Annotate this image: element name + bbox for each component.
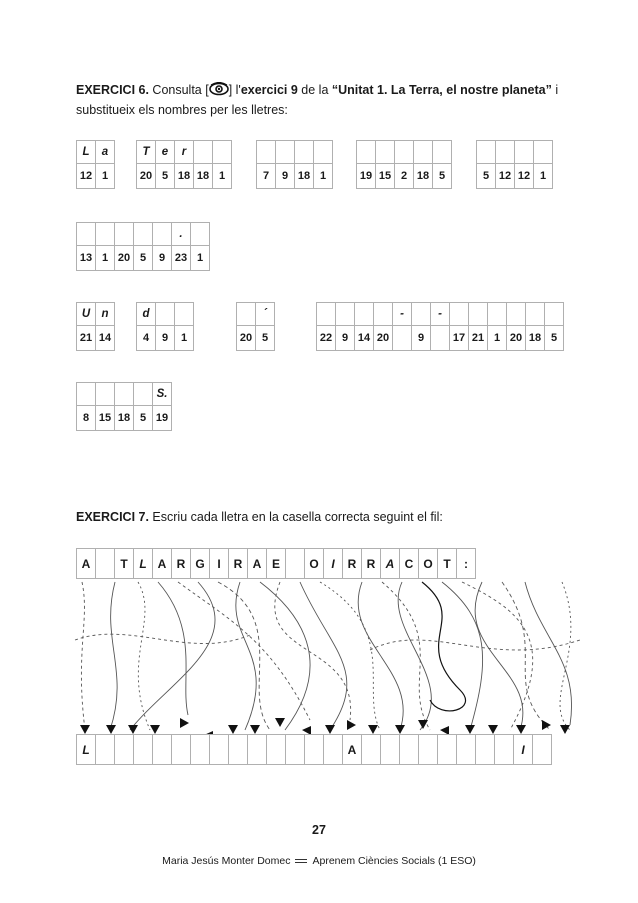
number-cell: 5 xyxy=(433,164,452,189)
number-cell: 1 xyxy=(314,164,333,189)
letter-cell[interactable] xyxy=(526,303,545,326)
number-cell xyxy=(431,326,450,351)
exercise-reference: exercici 9 xyxy=(240,83,298,97)
number-cell: 1 xyxy=(96,164,115,189)
number-cell: 21 xyxy=(77,326,96,351)
word-group xyxy=(256,140,333,189)
exercise-7-label: EXERCICI 7. xyxy=(76,510,149,524)
number-cell: 8 xyxy=(77,406,96,431)
number-cell: 1 xyxy=(175,326,194,351)
letter-cell[interactable]: T xyxy=(137,141,156,164)
letter-cell[interactable] xyxy=(77,383,96,406)
letter-cell[interactable] xyxy=(412,303,431,326)
scrambled-letter-cell xyxy=(96,549,115,579)
letter-cell[interactable] xyxy=(257,141,276,164)
letter-cell[interactable]: . xyxy=(172,223,191,246)
number-cell: 4 xyxy=(137,326,156,351)
letter-cell[interactable] xyxy=(477,141,496,164)
letter-cell[interactable] xyxy=(153,223,172,246)
letter-cell[interactable] xyxy=(395,141,414,164)
letter-cell[interactable]: d xyxy=(137,303,156,326)
number-cell: 14 xyxy=(355,326,374,351)
letter-cell[interactable]: a xyxy=(96,141,115,164)
scrambled-letter-cell: R xyxy=(172,549,191,579)
answer-cell[interactable] xyxy=(96,735,115,765)
instruction-text: de la xyxy=(297,83,332,97)
scrambled-letter-cell xyxy=(286,549,305,579)
number-cell: 9 xyxy=(276,164,295,189)
answer-cell[interactable] xyxy=(305,735,324,765)
number-cell: 9 xyxy=(153,246,172,271)
number-cell: 13 xyxy=(77,246,96,271)
scrambled-letter-cell: I xyxy=(210,549,229,579)
number-cell: 18 xyxy=(295,164,314,189)
letter-cell[interactable] xyxy=(376,141,395,164)
scrambled-letter-cell: C xyxy=(400,549,419,579)
letter-cell[interactable] xyxy=(433,141,452,164)
scrambled-letter-cell: O xyxy=(305,549,324,579)
number-cell: 1 xyxy=(191,246,210,271)
answer-cell[interactable] xyxy=(115,735,134,765)
scrambled-letter-cell: O xyxy=(419,549,438,579)
number-cell: 5 xyxy=(477,164,496,189)
number-cell: 20 xyxy=(237,326,256,351)
footer-author: Maria Jesús Monter Domec xyxy=(162,855,291,867)
number-cell: 15 xyxy=(96,406,115,431)
number-cell: 19 xyxy=(153,406,172,431)
letter-cell[interactable] xyxy=(134,223,153,246)
scrambled-letter-cell: : xyxy=(457,549,476,579)
letter-cell[interactable] xyxy=(336,303,355,326)
scrambled-letter-cell: E xyxy=(267,549,286,579)
instruction-text: substitueix els nombres per les lletres: xyxy=(76,103,288,117)
word-group xyxy=(236,302,275,351)
answer-cell[interactable] xyxy=(134,735,153,765)
scrambled-letter-cell: T xyxy=(438,549,457,579)
word-group xyxy=(76,382,172,431)
answer-cell[interactable] xyxy=(400,735,419,765)
number-cell: 18 xyxy=(115,406,134,431)
word-group xyxy=(136,140,232,189)
number-cell: 1 xyxy=(534,164,553,189)
letter-cell[interactable]: U xyxy=(77,303,96,326)
letter-cell[interactable] xyxy=(414,141,433,164)
number-cell: 1 xyxy=(213,164,232,189)
answer-cell[interactable] xyxy=(362,735,381,765)
scrambled-letter-cell: R xyxy=(229,549,248,579)
number-cell: 20 xyxy=(374,326,393,351)
instruction-text: Consulta [ xyxy=(148,83,209,97)
letter-cell[interactable] xyxy=(77,223,96,246)
answer-cell[interactable]: L xyxy=(77,735,96,765)
answer-cell[interactable] xyxy=(172,735,191,765)
number-cell: 18 xyxy=(175,164,194,189)
word-group xyxy=(476,140,553,189)
number-cell: 9 xyxy=(412,326,431,351)
word-group xyxy=(76,302,115,351)
answer-cell[interactable] xyxy=(210,735,229,765)
word-group xyxy=(316,302,564,351)
unit-reference: “Unitat 1. La Terra, el nostre planeta” xyxy=(331,83,552,97)
page-number: 27 xyxy=(312,823,326,837)
letter-cell[interactable]: S. xyxy=(153,383,172,406)
number-cell: 9 xyxy=(336,326,355,351)
number-cell: 5 xyxy=(256,326,275,351)
exercise-6-label: EXERCICI 6. xyxy=(76,83,149,97)
number-cell: 17 xyxy=(450,326,469,351)
answer-cell[interactable] xyxy=(229,735,248,765)
number-cell: 5 xyxy=(545,326,564,351)
number-cell: 5 xyxy=(156,164,175,189)
letter-cell[interactable]: - xyxy=(431,303,450,326)
number-cell: 18 xyxy=(526,326,545,351)
letter-cell[interactable] xyxy=(115,383,134,406)
letter-cell[interactable] xyxy=(134,383,153,406)
number-cell: 21 xyxy=(469,326,488,351)
answer-cell[interactable] xyxy=(476,735,495,765)
scrambled-letter-cell: A xyxy=(77,549,96,579)
footer xyxy=(0,855,638,867)
letter-cell[interactable] xyxy=(314,141,333,164)
thread-maze xyxy=(70,580,590,735)
scrambled-letters-row xyxy=(76,548,476,579)
answer-cell[interactable] xyxy=(248,735,267,765)
letter-cell[interactable]: - xyxy=(393,303,412,326)
letter-cell[interactable] xyxy=(115,223,134,246)
number-cell: 19 xyxy=(357,164,376,189)
letter-cell[interactable] xyxy=(488,303,507,326)
answer-cell[interactable] xyxy=(533,735,552,765)
letter-cell[interactable] xyxy=(515,141,534,164)
word-group xyxy=(76,140,115,189)
answer-cell[interactable] xyxy=(324,735,343,765)
number-cell: 20 xyxy=(507,326,526,351)
answer-cell[interactable]: I xyxy=(514,735,533,765)
letter-cell[interactable] xyxy=(357,141,376,164)
number-cell: 5 xyxy=(134,246,153,271)
number-cell: 12 xyxy=(496,164,515,189)
word-group xyxy=(76,222,210,271)
arrowheads xyxy=(80,718,570,735)
letter-cell[interactable] xyxy=(191,223,210,246)
eye-icon xyxy=(209,82,229,96)
number-cell: 15 xyxy=(376,164,395,189)
letter-cell[interactable] xyxy=(213,141,232,164)
letter-cell[interactable] xyxy=(545,303,564,326)
answer-cell[interactable] xyxy=(495,735,514,765)
scrambled-letter-cell: G xyxy=(191,549,210,579)
letter-cell[interactable]: n xyxy=(96,303,115,326)
letter-cell[interactable] xyxy=(194,141,213,164)
letter-cell[interactable]: L xyxy=(77,141,96,164)
number-cell: 14 xyxy=(96,326,115,351)
footer-book: Aprenem Ciències Socials (1 ESO) xyxy=(312,855,476,867)
instruction-text: i xyxy=(551,83,559,97)
letter-cell[interactable] xyxy=(295,141,314,164)
scrambled-letter-cell: L xyxy=(134,549,153,579)
answer-cell[interactable] xyxy=(191,735,210,765)
letter-cell[interactable] xyxy=(469,303,488,326)
letter-cell[interactable] xyxy=(96,223,115,246)
answer-cell[interactable] xyxy=(381,735,400,765)
word-group xyxy=(136,302,194,351)
number-cell: 12 xyxy=(515,164,534,189)
number-cell: 20 xyxy=(137,164,156,189)
number-cell: 22 xyxy=(317,326,336,351)
letter-cell[interactable] xyxy=(156,303,175,326)
scrambled-letter-cell: A xyxy=(153,549,172,579)
letter-cell[interactable] xyxy=(276,141,295,164)
answer-cell[interactable] xyxy=(286,735,305,765)
letter-cell[interactable] xyxy=(374,303,393,326)
answer-cell[interactable] xyxy=(267,735,286,765)
word-group xyxy=(356,140,452,189)
number-cell: 12 xyxy=(77,164,96,189)
letter-cell[interactable] xyxy=(237,303,256,326)
instruction-text: ] l' xyxy=(228,83,241,97)
letter-cell[interactable] xyxy=(450,303,469,326)
letter-cell[interactable] xyxy=(507,303,526,326)
instruction-text: Escriu cada lletra en la casella correcta seguint el fil: xyxy=(148,510,443,524)
number-cell xyxy=(393,326,412,351)
letter-cell[interactable] xyxy=(355,303,374,326)
answer-cell[interactable] xyxy=(419,735,438,765)
exercise-6-instructions xyxy=(76,80,586,120)
letter-cell[interactable]: ´ xyxy=(256,303,275,326)
letter-cell[interactable]: e xyxy=(156,141,175,164)
letter-cell[interactable] xyxy=(534,141,553,164)
letter-cell[interactable] xyxy=(175,303,194,326)
letter-cell[interactable] xyxy=(96,383,115,406)
number-cell: 20 xyxy=(115,246,134,271)
scrambled-letter-cell: R xyxy=(343,549,362,579)
letter-cell[interactable] xyxy=(317,303,336,326)
number-cell: 1 xyxy=(488,326,507,351)
number-cell: 2 xyxy=(395,164,414,189)
number-cell: 1 xyxy=(96,246,115,271)
answer-cell[interactable] xyxy=(153,735,172,765)
scrambled-letter-cell: T xyxy=(115,549,134,579)
scrambled-letter-cell: A xyxy=(248,549,267,579)
number-cell: 18 xyxy=(414,164,433,189)
number-cell: 5 xyxy=(134,406,153,431)
number-cell: 7 xyxy=(257,164,276,189)
number-cell: 9 xyxy=(156,326,175,351)
scrambled-letter-cell: R xyxy=(362,549,381,579)
answer-cell[interactable] xyxy=(438,735,457,765)
exercise-7-instructions xyxy=(76,510,443,524)
number-cell: 18 xyxy=(194,164,213,189)
letter-cell[interactable]: r xyxy=(175,141,194,164)
scrambled-letter-cell: I xyxy=(324,549,343,579)
letter-cell[interactable] xyxy=(496,141,515,164)
answer-cell[interactable]: A xyxy=(343,735,362,765)
scrambled-letter-cell: A xyxy=(381,549,400,579)
answer-letters-row xyxy=(76,734,552,765)
number-cell: 23 xyxy=(172,246,191,271)
answer-cell[interactable] xyxy=(457,735,476,765)
